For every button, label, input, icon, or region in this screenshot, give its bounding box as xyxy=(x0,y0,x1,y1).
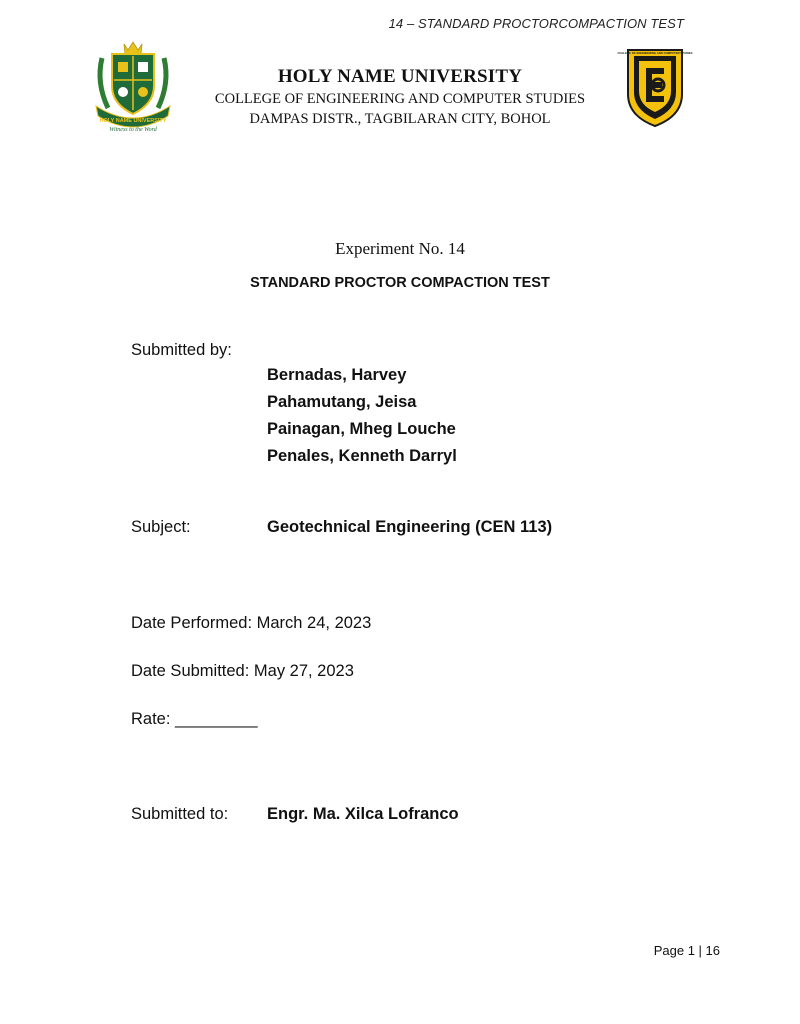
svg-text:HOLY NAME UNIVERSITY: HOLY NAME UNIVERSITY xyxy=(99,118,167,124)
university-block xyxy=(170,64,630,128)
date-submitted: Date Submitted: May 27, 2023 xyxy=(131,662,354,680)
college-name: COLLEGE OF ENGINEERING AND COMPUTER STUDIES xyxy=(214,91,586,107)
coecs-logo xyxy=(617,44,693,130)
experiment-number: Experiment No. 14 xyxy=(335,239,465,258)
university-name: HOLY NAME UNIVERSITY xyxy=(277,66,523,87)
university-address: DAMPAS DISTR., TAGBILARAN CITY, BOHOL xyxy=(249,111,551,127)
submitted-to-label: Submitted to: xyxy=(131,805,229,823)
author-name: Bernadas, Harvey xyxy=(267,366,407,384)
subject-value: Geotechnical Engineering (CEN 113) xyxy=(267,518,553,536)
svg-text:Witness to the Word: Witness to the Word xyxy=(109,127,157,133)
submitted-to-value: Engr. Ma. Xilca Lofranco xyxy=(267,805,459,823)
running-header: 14 – STANDARD PROCTORCOMPACTION TEST xyxy=(388,16,684,31)
page-number: Page 1 | 16 xyxy=(653,943,720,958)
svg-text:COLLEGE OF ENGINEERING AND COM: COLLEGE OF ENGINEERING AND COMPUTER STUDIES xyxy=(617,51,693,55)
submitted-by-label: Submitted by: xyxy=(131,341,232,359)
document-title: STANDARD PROCTOR COMPACTION TEST xyxy=(250,275,550,291)
subject-label: Subject: xyxy=(131,518,191,536)
rate-field: Rate: _________ xyxy=(131,710,258,728)
author-name: Pahamutang, Jeisa xyxy=(267,393,417,411)
hnu-logo xyxy=(94,38,172,132)
author-name: Painagan, Mheg Louche xyxy=(267,420,456,438)
author-name: Penales, Kenneth Darryl xyxy=(267,447,457,465)
date-performed: Date Performed: March 24, 2023 xyxy=(131,614,372,632)
